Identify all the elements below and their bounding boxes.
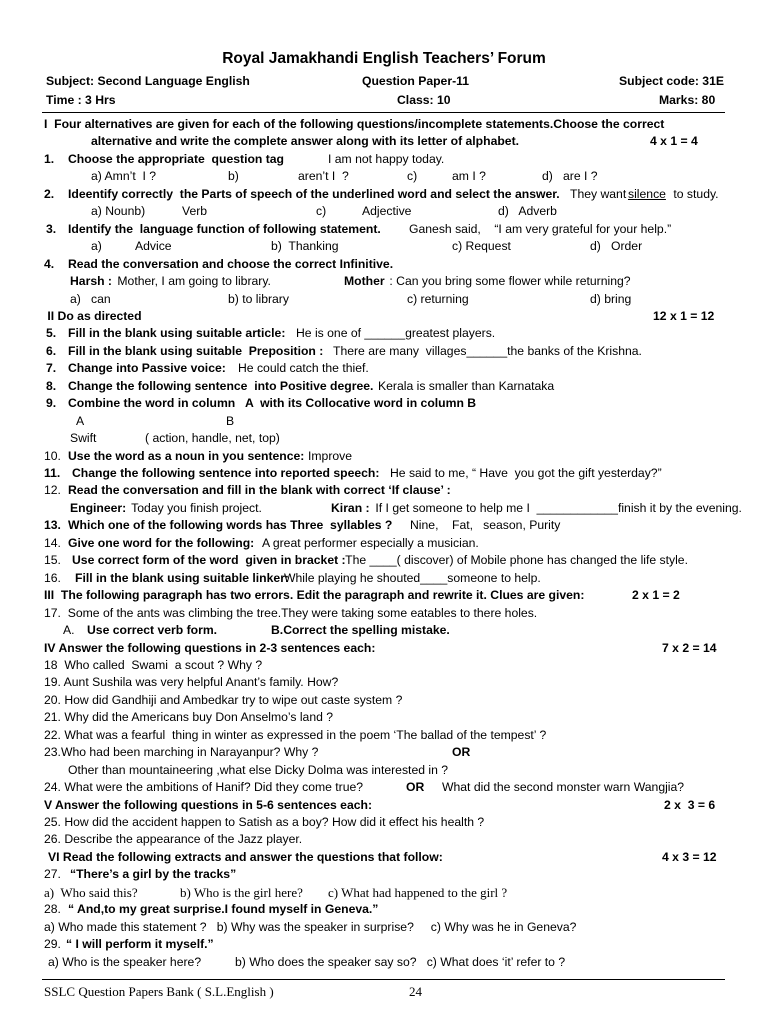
text-segment: 24. What were the ambitions of Hanif? Did they come true?: [44, 780, 364, 795]
text-segment: VI Read the following extracts and answer the questions that follow:: [48, 849, 443, 864]
text-segment: 2 x 3 = 6: [664, 797, 716, 812]
text-line: [0, 133, 768, 150]
text-line: [0, 291, 768, 308]
footer-rule: [42, 979, 725, 980]
text-segment: a) can: [70, 291, 111, 306]
text-segment: OR: [406, 780, 425, 795]
text-segment: Which one of the following words has Three syllables ?: [68, 518, 393, 533]
text-segment: d) Adverb: [498, 204, 557, 219]
text-segment: Give one word for the following:: [68, 535, 255, 550]
text-segment: Improve: [308, 448, 353, 463]
text-segment: Combine the word in column A with its Collocative word in column B: [68, 396, 477, 411]
paper-label: Question Paper-11: [362, 74, 470, 88]
text-segment: Engineer:: [70, 500, 127, 515]
text-line: [0, 325, 768, 342]
text-segment: ( action, handle, net, top): [145, 431, 280, 446]
text-line: [0, 535, 768, 552]
text-line: [0, 360, 768, 377]
text-segment: He is one of ______greatest players.: [296, 326, 496, 341]
text-segment: 6.: [46, 343, 57, 358]
document-title: Royal Jamakhandi English Teachers’ Forum: [222, 50, 546, 67]
text-segment: 15.: [44, 553, 61, 568]
text-segment: A: [76, 413, 85, 428]
text-segment: Swift: [70, 431, 97, 446]
text-line: [0, 186, 768, 203]
text-segment: a) Nounb): [91, 204, 146, 219]
text-segment: If I get someone to help me I ____________finish it by the evening.: [372, 500, 742, 515]
text-line: [0, 709, 768, 726]
text-segment: B.Correct the spelling mistake.: [271, 623, 450, 637]
text-line: [0, 256, 768, 273]
text-line: [0, 640, 768, 657]
text-segment: 29.: [44, 937, 61, 952]
text-segment: While playing he shouted____someone to help.: [284, 570, 541, 585]
text-segment: a): [91, 239, 102, 254]
text-segment: IV Answer the following questions in 2-3 sentences each:: [44, 640, 376, 655]
text-segment: I Four alternatives are given for each of the following questions/incomplete statements.Choose the correct: [44, 117, 665, 131]
text-segment: Ganesh said, “I am very grateful for your help.”: [409, 221, 672, 236]
text-segment: c) returning: [407, 291, 469, 306]
text-line: [0, 587, 768, 604]
text-segment: d) are I ?: [542, 169, 598, 184]
text-segment: 20. How did Gandhiji and Ambedkar try to wipe out caste system ?: [44, 692, 403, 707]
class-label: Class: 10: [397, 93, 451, 107]
text-line: [0, 203, 768, 220]
text-line: [0, 954, 768, 971]
text-segment: 4 x 3 = 12: [662, 849, 717, 864]
text-line: [0, 413, 768, 430]
text-line: [0, 622, 768, 639]
text-segment: Read the conversation and choose the correct Infinitive.: [68, 256, 394, 271]
text-segment: a) Who made this statement ? b) Why was the speaker in surprise? c) Why was he in Geneva?: [44, 919, 577, 934]
text-segment: Fill in the blank using suitable Preposition :: [68, 343, 324, 358]
text-segment: Read the conversation and fill in the blank with correct ‘If clause’ :: [68, 483, 451, 498]
text-segment: 14.: [44, 535, 61, 550]
text-line: [0, 919, 768, 936]
text-segment: 8.: [46, 378, 57, 393]
text-segment: Use correct verb form.: [87, 623, 218, 637]
text-segment: Verb: [182, 204, 208, 219]
text-segment: Ideentify correctly the Parts of speech of the underlined word and select the answer.: [68, 186, 560, 201]
text-line: [0, 866, 768, 883]
text-segment: 9.: [46, 396, 57, 411]
text-line: [0, 762, 768, 779]
text-segment: III The following paragraph has two errors. Edit the paragraph and rewrite it. Clues are given:: [44, 588, 585, 603]
text-segment: Use the word as a noun in you sentence:: [68, 448, 305, 463]
text-segment: A great performer especially a musician.: [262, 535, 479, 550]
text-segment: Kerala is smaller than Karnataka: [378, 378, 555, 393]
text-line: [0, 448, 768, 465]
text-segment: 25. How did the accident happen to Satish as a boy? How did it effect his health ?: [44, 815, 485, 829]
header-row-2: [0, 92, 768, 109]
text-segment: 19. Aunt Sushila was very helpful Anant’s family. How?: [44, 675, 339, 690]
text-segment: b): [228, 169, 239, 184]
text-segment: 4 x 1 = 4: [650, 134, 698, 149]
text-segment: c) Request: [452, 239, 511, 254]
text-line: [0, 465, 768, 482]
text-segment: 26. Describe the appearance of the Jazz player.: [44, 832, 303, 847]
text-line: [0, 552, 768, 569]
text-segment: Today you finish project.: [128, 500, 262, 515]
text-segment: A.: [63, 623, 75, 637]
text-segment: am I ?: [452, 169, 486, 184]
text-segment: Advice: [135, 239, 172, 254]
text-segment: 10.: [44, 448, 61, 463]
text-line: [0, 500, 768, 517]
text-line: [0, 884, 768, 901]
text-segment: 23.Who had been marching in Narayanpur? Why ?: [44, 745, 319, 760]
text-segment: 21. Why did the Americans buy Don Anselmo’s land ?: [44, 710, 334, 725]
text-line: [0, 657, 768, 674]
text-line: [0, 570, 768, 587]
text-line: [0, 814, 768, 831]
text-segment: 12 x 1 = 12: [653, 308, 715, 323]
text-segment: Mother, I am going to library.: [114, 274, 271, 288]
text-line: [0, 308, 768, 325]
text-segment: a) Who is the speaker here?: [48, 954, 202, 969]
text-segment: Other than mountaineering ,what else Dicky Dolma was interested in ?: [68, 762, 449, 777]
text-segment: a) Who said this?: [44, 884, 138, 900]
text-segment: 2 x 1 = 2: [632, 588, 680, 603]
text-segment: 28.: [44, 902, 61, 917]
text-segment: He could catch the thief.: [238, 361, 369, 376]
text-segment: c) What had happened to the girl ?: [328, 884, 508, 900]
text-segment: 7 x 2 = 14: [662, 640, 717, 655]
text-segment: They want: [570, 186, 630, 201]
text-segment: Kiran :: [331, 500, 370, 515]
text-segment: The ____( discover) of Mobile phone has changed the life style.: [342, 553, 688, 568]
text-line: [0, 221, 768, 238]
text-segment: Fill in the blank using suitable article:: [68, 326, 286, 341]
text-segment: c): [316, 204, 327, 219]
text-segment: 5.: [46, 326, 57, 341]
text-segment: aren’t I ?: [298, 169, 349, 184]
text-segment: “ And,to my great surprise.I found myself in Geneva.”: [68, 902, 379, 917]
text-segment: 27.: [44, 867, 68, 882]
marks-label: Marks: 80: [659, 93, 716, 107]
text-segment: 3.: [46, 221, 57, 236]
text-line: [0, 273, 768, 290]
text-line: [0, 674, 768, 691]
text-line: [0, 831, 768, 848]
text-segment: d) Order: [590, 239, 643, 254]
text-segment: 11.: [44, 466, 61, 480]
text-line: [0, 901, 768, 918]
text-line: [0, 779, 768, 796]
time-label: Time : 3 Hrs: [46, 93, 116, 107]
text-line: [0, 936, 768, 953]
text-segment: Mother: [344, 274, 385, 288]
text-line: [0, 849, 768, 866]
text-segment: Nine, Fat, season, Purity: [410, 518, 561, 533]
text-line: [0, 692, 768, 709]
text-segment: Fill in the blank using suitable linker:: [75, 570, 289, 585]
subject-code: Subject code: 31E: [619, 74, 724, 88]
text-line: [0, 482, 768, 499]
text-line: [0, 238, 768, 255]
text-segment: 18 Who called Swami a scout ? Why ?: [44, 657, 263, 672]
header-rule: [42, 112, 725, 113]
text-segment: 7.: [46, 361, 57, 376]
text-segment: c): [407, 169, 418, 184]
header-row-1: [0, 73, 768, 90]
text-segment: OR: [452, 745, 471, 760]
text-segment: He said to me, “ Have you got the gift yesterday?”: [390, 466, 662, 480]
text-segment: silence: [628, 186, 666, 201]
text-line: [0, 797, 768, 814]
text-segment: a) Amn’t I ?: [91, 169, 157, 184]
text-segment: alternative and write the complete answer along with its letter of alphabet.: [91, 134, 520, 149]
text-line: [0, 517, 768, 534]
text-segment: I am not happy today.: [328, 151, 445, 166]
text-segment: 22. What was a fearful thing in winter as expressed in the poem ‘The ballad of the tempest’ ?: [44, 727, 547, 742]
text-segment: Change the following sentence into Positive degree.: [68, 378, 374, 393]
text-segment: b) Thanking: [271, 239, 339, 254]
text-segment: 13.: [44, 518, 61, 533]
text-line: [0, 605, 768, 622]
text-segment: b) Who is the girl here?: [180, 884, 303, 900]
text-line: [0, 744, 768, 761]
footer-source: SSLC Question Papers Bank ( S.L.English ): [44, 984, 274, 999]
text-segment: 4.: [44, 256, 55, 271]
text-segment: : Can you bring some flower while returning?: [386, 274, 631, 288]
text-line: [0, 727, 768, 744]
text-segment: to study.: [670, 186, 719, 201]
text-line: [0, 343, 768, 360]
text-segment: Identify the language function of following statement.: [68, 221, 381, 236]
text-line: [0, 168, 768, 185]
text-segment: 2.: [44, 186, 55, 201]
subject-label: Subject: Second Language English: [46, 74, 250, 88]
text-segment: Change the following sentence into reported speech:: [72, 466, 380, 480]
text-line: [0, 116, 768, 133]
text-segment: Choose the appropriate question tag: [68, 151, 285, 166]
text-segment: Use correct form of the word given in bracket :: [72, 553, 346, 568]
text-segment: Change into Passive voice:: [68, 361, 226, 376]
text-segment: b) to library: [228, 291, 289, 306]
page-number: 24: [409, 984, 422, 999]
text-line: [0, 395, 768, 412]
text-segment: 17. Some of the ants was climbing the tree.They were taking some eatables to there holes.: [44, 605, 538, 620]
text-line: [0, 378, 768, 395]
text-segment: B: [226, 413, 235, 428]
text-segment: Adjective: [362, 204, 412, 219]
text-segment: “ I will perform it myself.”: [66, 937, 214, 952]
text-line: [0, 430, 768, 447]
text-segment: Harsh :: [70, 274, 112, 288]
text-segment: d) bring: [590, 291, 632, 306]
text-segment: There are many villages______the banks of the Krishna.: [333, 343, 642, 358]
text-segment: II Do as directed: [44, 308, 142, 323]
text-segment: b) Who does the speaker say so? c) What does ‘it’ refer to ?: [235, 954, 566, 969]
text-segment: 16.: [44, 570, 61, 585]
text-segment: “There’s a girl by the tracks”: [70, 867, 237, 882]
text-segment: 1.: [44, 151, 55, 166]
text-segment: V Answer the following questions in 5-6 sentences each:: [44, 797, 373, 812]
text-segment: 12.: [44, 483, 61, 498]
text-line: [0, 151, 768, 168]
text-segment: What did the second monster warn Wangjia?: [442, 780, 685, 795]
